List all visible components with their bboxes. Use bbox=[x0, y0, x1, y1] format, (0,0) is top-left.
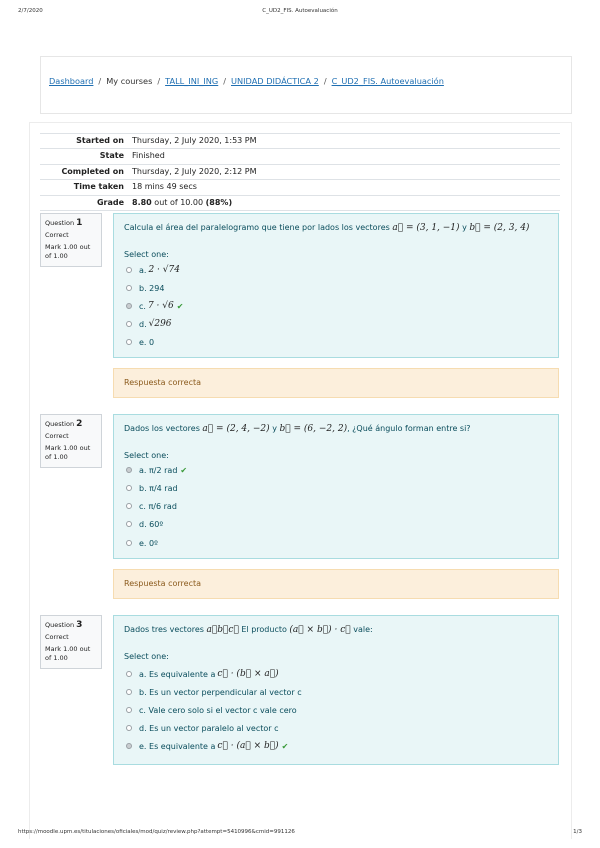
check-icon: ✔ bbox=[281, 741, 289, 751]
select-one-label: Select one: bbox=[124, 250, 169, 259]
breadcrumb bbox=[49, 76, 444, 86]
math-formula: b⃗ = (6, −2, 2) bbox=[279, 424, 348, 434]
question-text-part: El producto bbox=[241, 625, 287, 634]
breadcrumb-separator: / bbox=[323, 76, 327, 86]
breadcrumb-separator: / bbox=[223, 76, 226, 86]
radio-button[interactable] bbox=[126, 267, 132, 273]
radio-button-selected[interactable] bbox=[126, 467, 132, 473]
math-formula: b⃗ = (2, 3, 4) bbox=[469, 223, 530, 233]
summary-row-state bbox=[40, 149, 560, 164]
question-text bbox=[124, 223, 529, 233]
question-text bbox=[124, 424, 471, 434]
print-date: 2/7/2020 bbox=[18, 8, 43, 14]
question-number: 3 bbox=[76, 620, 83, 630]
math-formula: a⃗ = (2, 4, −2) bbox=[202, 424, 270, 434]
option-label: a. bbox=[139, 265, 147, 275]
answer-option-d[interactable] bbox=[126, 518, 163, 530]
grade-out-of: out of 10.00 bbox=[151, 197, 206, 207]
option-label: b. 294 bbox=[139, 283, 165, 293]
question-text-part: Dados los vectores bbox=[124, 424, 200, 433]
print-footer bbox=[18, 829, 582, 839]
summary-row-started bbox=[40, 133, 560, 149]
question-number: 1 bbox=[76, 218, 83, 228]
breadcrumb-panel bbox=[40, 56, 572, 114]
question-content-3 bbox=[113, 615, 559, 765]
option-label: b. Es un vector perpendicular al vector c bbox=[139, 687, 302, 697]
option-math: c⃗ · (b⃗ × a⃗) bbox=[217, 669, 279, 679]
answer-option-d[interactable] bbox=[126, 318, 172, 330]
grade-score: 8.80 bbox=[132, 197, 152, 207]
breadcrumb-dashboard-link[interactable]: Dashboard bbox=[49, 76, 94, 86]
radio-button[interactable] bbox=[126, 521, 132, 527]
option-label: c. Vale cero solo si el vector c vale cero bbox=[139, 705, 297, 715]
answer-option-b[interactable] bbox=[126, 482, 178, 494]
answer-option-c[interactable] bbox=[126, 704, 297, 716]
answer-option-e[interactable] bbox=[126, 537, 158, 549]
summary-value: 18 mins 49 secs bbox=[132, 182, 197, 192]
breadcrumb-separator: / bbox=[98, 76, 102, 86]
answer-option-e[interactable] bbox=[126, 740, 288, 752]
radio-button-selected[interactable] bbox=[126, 743, 132, 749]
option-label: b. π/4 rad bbox=[139, 483, 178, 493]
radio-button[interactable] bbox=[126, 689, 132, 695]
summary-value: Thursday, 2 July 2020, 2:12 PM bbox=[132, 166, 257, 176]
breadcrumb-unit-link[interactable]: UNIDAD DIDÁCTICA 2 bbox=[231, 76, 319, 86]
question-text-part: y bbox=[272, 424, 277, 433]
question-mark: Mark 1.00 out of 1.00 bbox=[45, 443, 91, 461]
answer-option-d[interactable] bbox=[126, 722, 279, 734]
summary-row-completed bbox=[40, 165, 560, 180]
breadcrumb-my-courses: My courses bbox=[106, 76, 153, 86]
answer-option-c[interactable] bbox=[126, 500, 177, 512]
summary-value: Thursday, 2 July 2020, 1:53 PM bbox=[132, 136, 257, 145]
question-state: Correct bbox=[45, 231, 69, 240]
radio-button[interactable] bbox=[126, 540, 132, 546]
question-content-2 bbox=[113, 414, 559, 559]
radio-button[interactable] bbox=[126, 503, 132, 509]
question-text-part: Calcula el área del paralelogramo que tiene por lados los vectores bbox=[124, 223, 390, 232]
option-math: 7 · √6 bbox=[147, 301, 174, 311]
answer-option-a[interactable] bbox=[126, 264, 180, 276]
option-label: d. 60º bbox=[139, 519, 164, 529]
option-math: 2 · √74 bbox=[148, 265, 180, 275]
radio-button[interactable] bbox=[126, 339, 132, 345]
question-text-part: y bbox=[462, 223, 467, 232]
summary-row-time bbox=[40, 180, 560, 195]
answer-option-e[interactable] bbox=[126, 336, 154, 348]
answer-option-a[interactable] bbox=[126, 668, 279, 680]
print-url: https://moodle.upm.es/titulaciones/oficiales/mod/quiz/review.php?attempt=5410996&cmid=991126 bbox=[18, 829, 295, 835]
option-label: a. Es equivalente a bbox=[139, 669, 216, 679]
question-info-1 bbox=[40, 213, 102, 267]
option-math: √296 bbox=[148, 319, 172, 329]
question-mark: Mark 1.00 out of 1.00 bbox=[45, 242, 91, 260]
radio-button-selected[interactable] bbox=[126, 303, 132, 309]
question-text bbox=[124, 625, 373, 635]
question-text-part: vale: bbox=[350, 625, 373, 634]
question-prefix: Question bbox=[45, 420, 75, 428]
radio-button[interactable] bbox=[126, 485, 132, 491]
question-state: Correct bbox=[45, 633, 69, 642]
attempt-summary-table bbox=[40, 133, 560, 211]
check-icon: ✔ bbox=[176, 301, 184, 311]
question-prefix: Question bbox=[45, 219, 75, 227]
option-label: e. 0 bbox=[139, 337, 155, 347]
math-formula: a⃗b⃗c⃗ bbox=[206, 625, 239, 635]
radio-button[interactable] bbox=[126, 671, 132, 677]
answer-option-a[interactable] bbox=[126, 464, 187, 476]
summary-value bbox=[132, 196, 560, 210]
feedback-1 bbox=[113, 368, 559, 398]
radio-button[interactable] bbox=[126, 725, 132, 731]
feedback-text: Respuesta correcta bbox=[124, 378, 202, 387]
option-math: c⃗ · (a⃗ × b⃗) bbox=[217, 741, 279, 751]
select-one-label: Select one: bbox=[124, 652, 169, 661]
breadcrumb-course-link[interactable]: TALL_INI_ING bbox=[165, 76, 219, 86]
summary-value: Finished bbox=[132, 151, 165, 161]
print-title: C_UD2_FIS. Autoevaluación bbox=[262, 8, 338, 14]
answer-option-b[interactable] bbox=[126, 282, 164, 294]
summary-label: Time taken bbox=[73, 182, 124, 192]
grade-percent: (88%) bbox=[205, 197, 233, 207]
breadcrumb-separator: / bbox=[157, 76, 161, 86]
question-mark: Mark 1.00 out of 1.00 bbox=[45, 644, 91, 662]
option-label: d. bbox=[139, 319, 147, 329]
check-icon: ✔ bbox=[180, 465, 188, 475]
option-label: a. π/2 rad bbox=[139, 465, 178, 475]
summary-row-grade bbox=[40, 196, 560, 211]
summary-label: Grade bbox=[96, 197, 124, 207]
select-one-label: Select one: bbox=[124, 451, 169, 460]
radio-button[interactable] bbox=[126, 285, 132, 291]
question-prefix: Question bbox=[45, 621, 75, 629]
question-number: 2 bbox=[76, 419, 83, 429]
option-label: d. Es un vector paralelo al vector c bbox=[139, 723, 279, 733]
breadcrumb-quiz-link[interactable]: C_UD2_FIS. Autoevaluación bbox=[331, 76, 444, 86]
question-text-part: Dados tres vectores bbox=[124, 625, 204, 634]
feedback-2 bbox=[113, 569, 559, 599]
answer-option-c[interactable] bbox=[126, 300, 183, 312]
feedback-text: Respuesta correcta bbox=[124, 579, 202, 588]
math-formula: (a⃗ × b⃗) · c⃗ bbox=[289, 625, 351, 635]
option-label: e. Es equivalente a bbox=[139, 741, 216, 751]
answer-option-b[interactable] bbox=[126, 686, 302, 698]
question-state: Correct bbox=[45, 432, 69, 441]
print-header bbox=[18, 8, 582, 18]
question-info-3 bbox=[40, 615, 102, 669]
option-label: c. bbox=[139, 301, 146, 311]
radio-button[interactable] bbox=[126, 321, 132, 327]
math-formula: a⃗ = (3, 1, −1) bbox=[392, 223, 460, 233]
option-label: c. π/6 rad bbox=[139, 501, 177, 511]
question-info-2 bbox=[40, 414, 102, 468]
summary-label: Started on bbox=[76, 136, 124, 145]
summary-label: State bbox=[99, 151, 124, 161]
question-content-1 bbox=[113, 213, 559, 358]
question-text-part: , ¿Qué ángulo forman entre si? bbox=[347, 424, 471, 433]
print-page-number: 1/3 bbox=[573, 829, 582, 835]
option-label: e. 0º bbox=[139, 538, 158, 548]
summary-label: Completed on bbox=[61, 166, 124, 176]
radio-button[interactable] bbox=[126, 707, 132, 713]
